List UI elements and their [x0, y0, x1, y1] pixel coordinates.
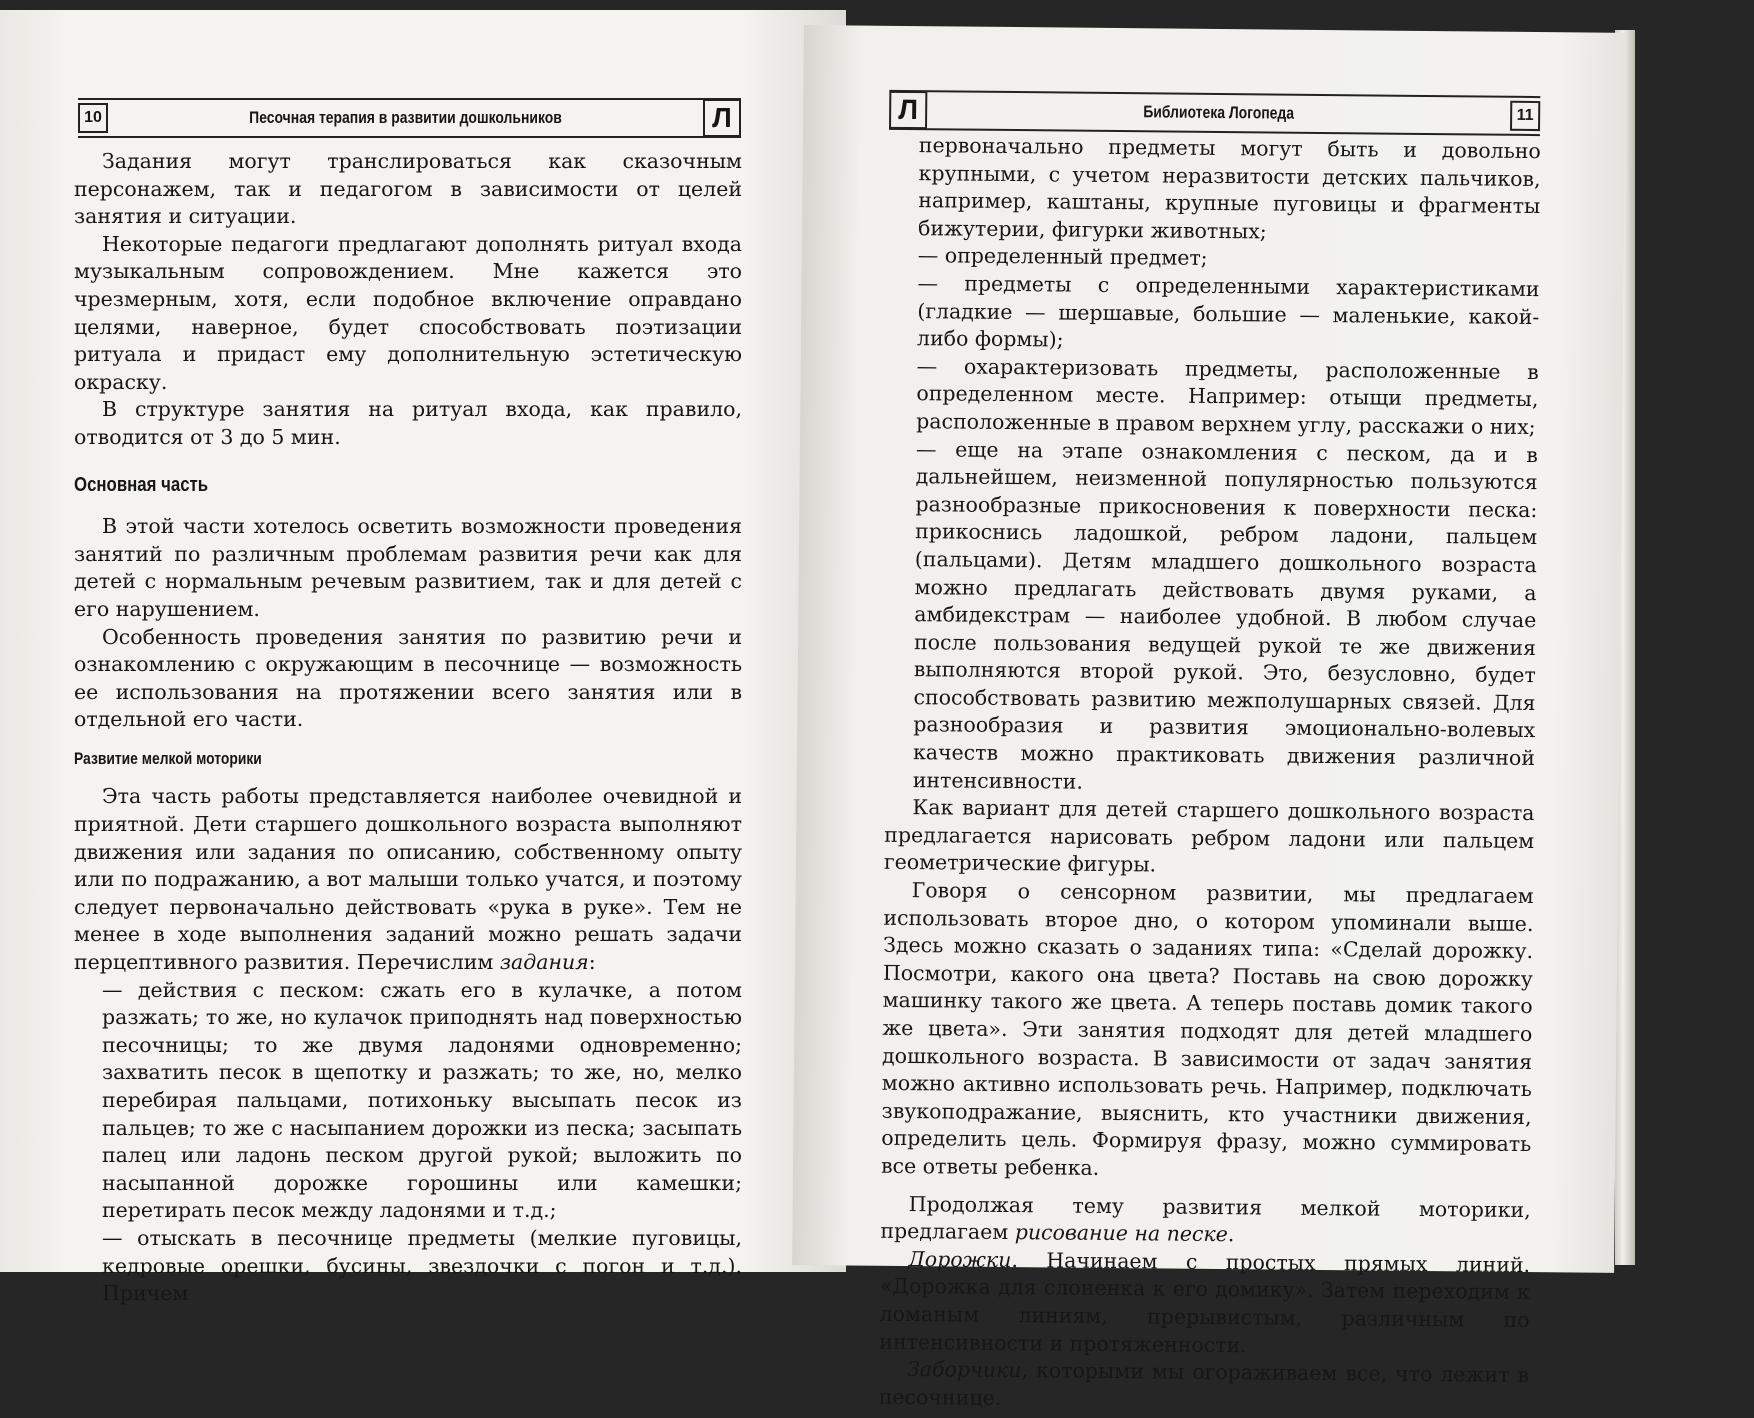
left-page: [0, 10, 846, 1306]
subsection-heading: Развитие мелкой моторики: [74, 749, 262, 768]
logo-l-icon: Л: [703, 99, 741, 137]
right-running-header: [889, 90, 1540, 136]
list-item: — охарактеризовать предметы, расположенные в определенном месте. Например: отыщи предметы, расположенные в правом верхнем углу, расскажи о них;: [916, 353, 1539, 439]
page-number: 11: [1510, 101, 1540, 131]
right-page: [792, 25, 1626, 1410]
paragraph: [74, 783, 742, 976]
left-body-text: [74, 148, 742, 1308]
paragraph: В этой части хотелось осветить возможности проведения занятий по различным проблемам развития речи как для детей с нормальным речевым развитием, так и для детей с его нарушением.: [74, 514, 742, 621]
paragraph: Некоторые педагоги предлагают дополнять ритуал входа музыкальным сопровождением. Мне кажется это чрезмерным, хотя, если подобное включение оправдано целями, наверное, будет способствовать поэтизации ритуала и придаст ему дополнительную эстетическую окраску.: [74, 231, 742, 394]
paragraph: Особенность проведения занятия по развитию речи и ознакомлению с окружающим в песочнице — возможность ее использования на протяжении всего занятия или в отдельной его части.: [74, 624, 742, 732]
paragraph: Задания могут транслироваться как сказочным персонажем, так и педагогом в зависимости от целей занятия и ситуации.: [74, 149, 742, 229]
paragraph: Говоря о сенсорном развитии, мы предлагаем использовать второе дно, о котором упоминали выше. Здесь можно сказать о заданиях типа: «Сделай дорожку. Посмотри, какого она цвета? Поставь на свою дорожку машинку такого же цвета. А теперь поставь домик такого же цвета». Эти занятия подходят для детей младшего дошкольного возраста. В зависимости от задач занятия можно активно использовать речь. Например, подключать звукоподражание, выяснить, кто участники движения, определить цель. Формируя фразу, можно суммировать все ответы ребенка.: [880, 878, 1534, 1180]
list-item: — действия с песком: сжать его в кулачке, а потом разжать; то же, но кулачок приподнять над поверхностью песочницы; то же двумя ладонями одновременно; захватить песок в щепотку и разжать; то же, но, мелко перебирая пальцами, потихоньку высыпать песок из пальцев; то же с насыпанием дорожки из песка; засыпать палец или ладонь песком другой рукой; выложить по насыпанной дорожке горошины или камешки; перетирать песок между ладонями и т.д.;: [102, 977, 742, 1223]
right-body-text: [879, 132, 1541, 1417]
text-run: Продолжая тему развития мелкой моторики, предлагаем: [880, 1191, 1531, 1245]
text-run: .: [1227, 1222, 1235, 1247]
list-item: — отыскать в песочнице предметы (мелкие пуговицы, кедровые орешки, бусины, звездочки с погон и т.д.). Причем: [102, 1225, 742, 1306]
list-item: — еще на этапе ознакомления с песком, да и в дальнейшем, неизменной популярностью пользуются разнообразные прикосновения к поверхности песка: прикоснись ладошкой, ребром ладони, пальцем (пальцами). Детям младшего дошкольного возраста можно предлагать действовать двумя руками, а амбидекстрам — наиболее удобной. В любом случае после пользования ведущей рукой те же движения выполняются второй рукой. Это, безусловно, будет способствовать развитию межполушарных связей. Для разнообразия и развития эмоционально-волевых качеств можно практиковать движения различной интенсивности.: [912, 436, 1539, 794]
logo-l-icon: Л: [889, 91, 927, 129]
list-item: — определенный предмет;: [917, 243, 1208, 271]
paragraph: [879, 1246, 1530, 1363]
page-number: 10: [78, 103, 108, 133]
running-title: Песочная терапия в развитии дошкольников: [249, 108, 562, 127]
italic-run: Дорожки: [908, 1246, 1012, 1272]
italic-run: задания: [499, 950, 589, 975]
section-heading: Основная часть: [74, 473, 209, 496]
running-title: Библиотека Логопеда: [1143, 102, 1295, 123]
text-run: :: [588, 950, 596, 975]
paragraph: [880, 1190, 1530, 1251]
text-run: . Начинаем с простых прямых линий. «Дорожка для слоненка к его домику». Затем переходим к ломаным линиям, прерывистым, различным по интенсивности и протяженности.: [879, 1247, 1531, 1357]
paragraph: [879, 1356, 1529, 1417]
paragraph: В структуре занятия на ритуал входа, как правило, отводится от 3 до 5 мин.: [74, 397, 742, 449]
text-run: Эта часть работы представляется наиболее очевидной и приятной. Дети старшего дошкольного возраста выполняют движения или задания по описанию, собственному опыту или по подражанию, а вот малыши только учатся, и поэтому следует первоначально действовать «рука в руке». Тем не менее в ходе выполнения заданий можно решать задачи перцептивного развития. Перечислим: [74, 784, 742, 975]
italic-run: Заборчики: [906, 1357, 1022, 1383]
left-running-header: [78, 98, 741, 138]
italic-run: рисование на песке: [1014, 1220, 1228, 1247]
list-item: — предметы с определенными характеристиками (гладкие — шершавые, большие — маленькие, какой-либо формы);: [916, 271, 1540, 352]
paragraph: Как вариант для детей старшего дошкольного возраста предлагается нарисовать ребром ладони или пальцем геометрические фигуры.: [883, 795, 1535, 877]
text-run: , которыми мы огораживаем все, что лежит в песочнице.: [878, 1358, 1530, 1410]
paragraph: первоначально предметы могут быть и довольно крупными, с учетом неразвитости детских пальчиков, например, каштаны, крупные пуговицы и фрагменты бижутерии, фигурки животных;: [917, 133, 1541, 244]
